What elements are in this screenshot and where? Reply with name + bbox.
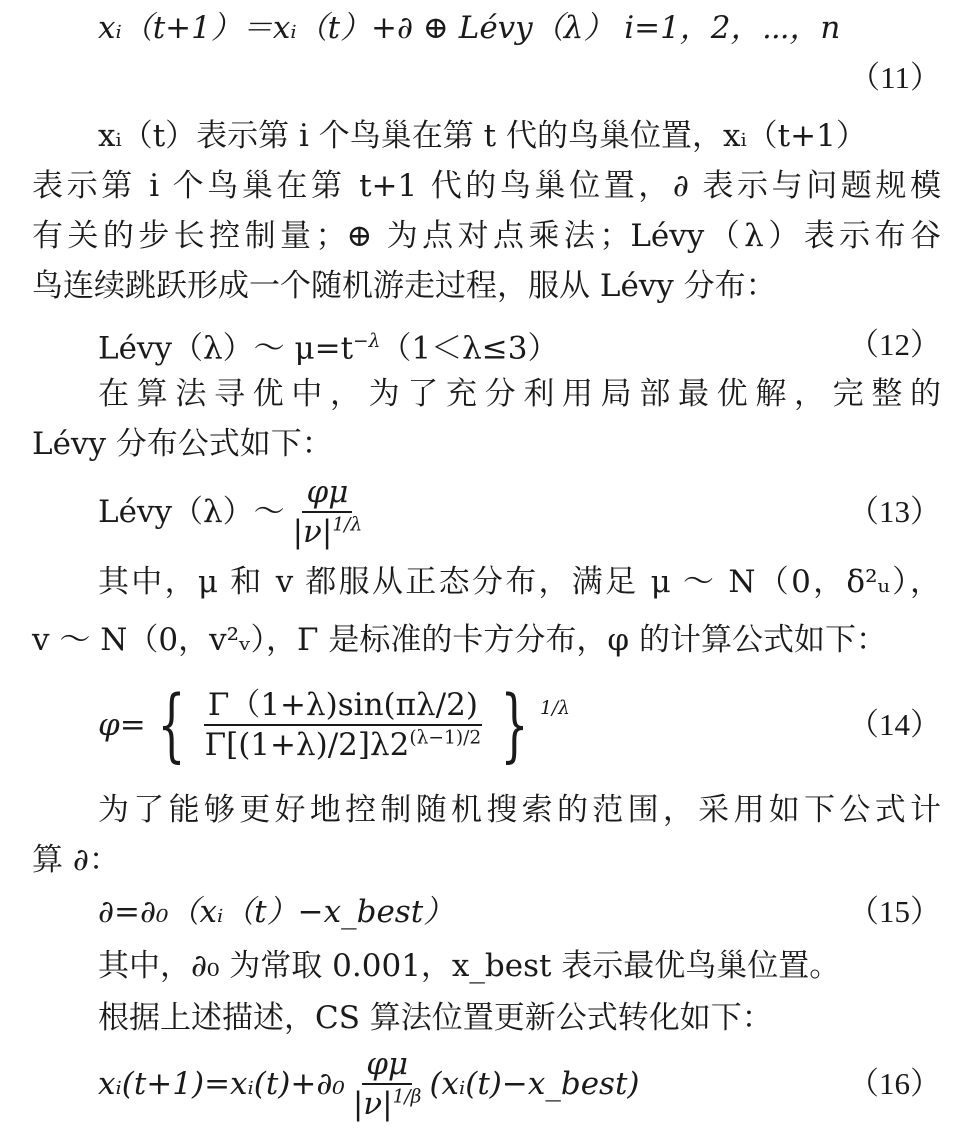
- equation-16-lhs: xᵢ(t+1)=xᵢ(t)+∂₀: [98, 1066, 345, 1102]
- equation-16-numerator: φμ: [362, 1047, 412, 1085]
- paragraph-4-line-1: 为了能够更好地控制随机搜索的范围，采用如下公式计: [98, 792, 941, 828]
- right-brace-icon: }: [500, 678, 529, 771]
- equation-12-body: [98, 322, 559, 368]
- equation-15-number: （15）: [848, 894, 941, 929]
- equation-16-den-exponent: 1/β: [392, 1086, 422, 1108]
- equation-13-den-base: |ν|: [292, 514, 333, 550]
- equation-11: [98, 8, 941, 48]
- paragraph-6: 根据上述描述，CS 算法位置更新公式转化如下：: [98, 1000, 773, 1036]
- equation-16-den-base: |ν|: [352, 1086, 393, 1122]
- equation-14-denominator: [201, 726, 486, 762]
- equation-13-lhs: Lévy（λ）～: [98, 494, 285, 530]
- paragraph-1-line-1: xᵢ（t）表示第 i 个鸟巢在第 t 代的鸟巢位置，xᵢ（t+1）: [98, 118, 867, 154]
- paragraph-3-line-2: v ～ N（0，v²ᵥ），Γ 是标准的卡方分布，φ 的计算公式如下：: [32, 622, 887, 658]
- paragraph-4-line-2: 算 ∂：: [32, 842, 120, 878]
- equation-12: [98, 322, 941, 368]
- equation-13-denominator: [289, 513, 367, 549]
- equation-11-number: （11）: [849, 60, 941, 95]
- equation-14-numerator: Γ（1+λ)sin(πλ/2): [204, 688, 482, 726]
- paragraph-1-line-3: 有关的步长控制量；⊕ 为点对点乘法；Lévy（λ）表示布谷: [32, 218, 941, 254]
- equation-15: [98, 892, 941, 932]
- equation-13: [98, 472, 941, 552]
- equation-16-fraction: [349, 1047, 426, 1121]
- paragraph-1-line-2: 表示第 i 个鸟巢在第 t+1 代的鸟巢位置，∂ 表示与问题规模: [32, 168, 941, 204]
- equation-14-number: （14）: [848, 707, 941, 742]
- equation-12-lhs: Lévy（λ）～ μ=t: [98, 330, 354, 367]
- equation-13-number: （13）: [848, 494, 941, 529]
- equation-13-den-exponent: 1/λ: [332, 514, 363, 536]
- equation-16-denominator: [349, 1085, 426, 1121]
- equation-14-den-base: Γ[(1+λ)/2]λ2: [204, 727, 410, 763]
- paragraph-2-line-2: Lévy 分布公式如下：: [32, 426, 333, 462]
- equation-12-number: （12）: [848, 327, 941, 363]
- paragraph-5: 其中，∂₀ 为常取 0.001，x_best 表示最优鸟巢位置。: [98, 948, 841, 984]
- equation-16-number: （16）: [848, 1066, 941, 1101]
- equation-14: [98, 670, 941, 780]
- watermark-logo: [931, 1044, 959, 1124]
- equation-16-rhs: (xᵢ(t)−x_best): [429, 1066, 640, 1102]
- equation-14-outer-exponent: 1/λ: [540, 698, 570, 719]
- paragraph-2-line-1: 在算法寻优中，为了充分利用局部最优解，完整的: [98, 376, 941, 412]
- equation-11-body: xᵢ（t+1）＝xᵢ（t）+∂ ⊕ Lévy（λ） i=1，2，⋯，n: [98, 10, 841, 46]
- equation-14-body: [98, 678, 570, 771]
- equation-16-body: [98, 1047, 640, 1121]
- left-brace-icon: {: [157, 678, 186, 771]
- equation-16: [98, 1042, 941, 1126]
- equation-12-condition: （1＜λ≤3）: [380, 330, 559, 367]
- equation-13-body: [98, 475, 370, 549]
- equation-13-fraction: [289, 475, 367, 549]
- paragraph-3-line-1: 其中，μ 和 v 都服从正态分布，满足 μ ～ N（0，δ²ᵤ），: [98, 564, 941, 600]
- equation-14-lhs: φ=: [98, 707, 146, 743]
- equation-12-exponent: −λ: [353, 331, 381, 352]
- paragraph-1-line-4: 鸟连续跳跃形成一个随机游走过程，服从 Lévy 分布：: [32, 268, 777, 304]
- equation-14-fraction: [201, 688, 486, 762]
- equation-13-numerator: φμ: [302, 475, 352, 513]
- equation-15-body: ∂=∂₀（xᵢ（t）−x_best）: [98, 894, 455, 930]
- equation-14-den-exponent: (λ−1)/2: [409, 727, 482, 749]
